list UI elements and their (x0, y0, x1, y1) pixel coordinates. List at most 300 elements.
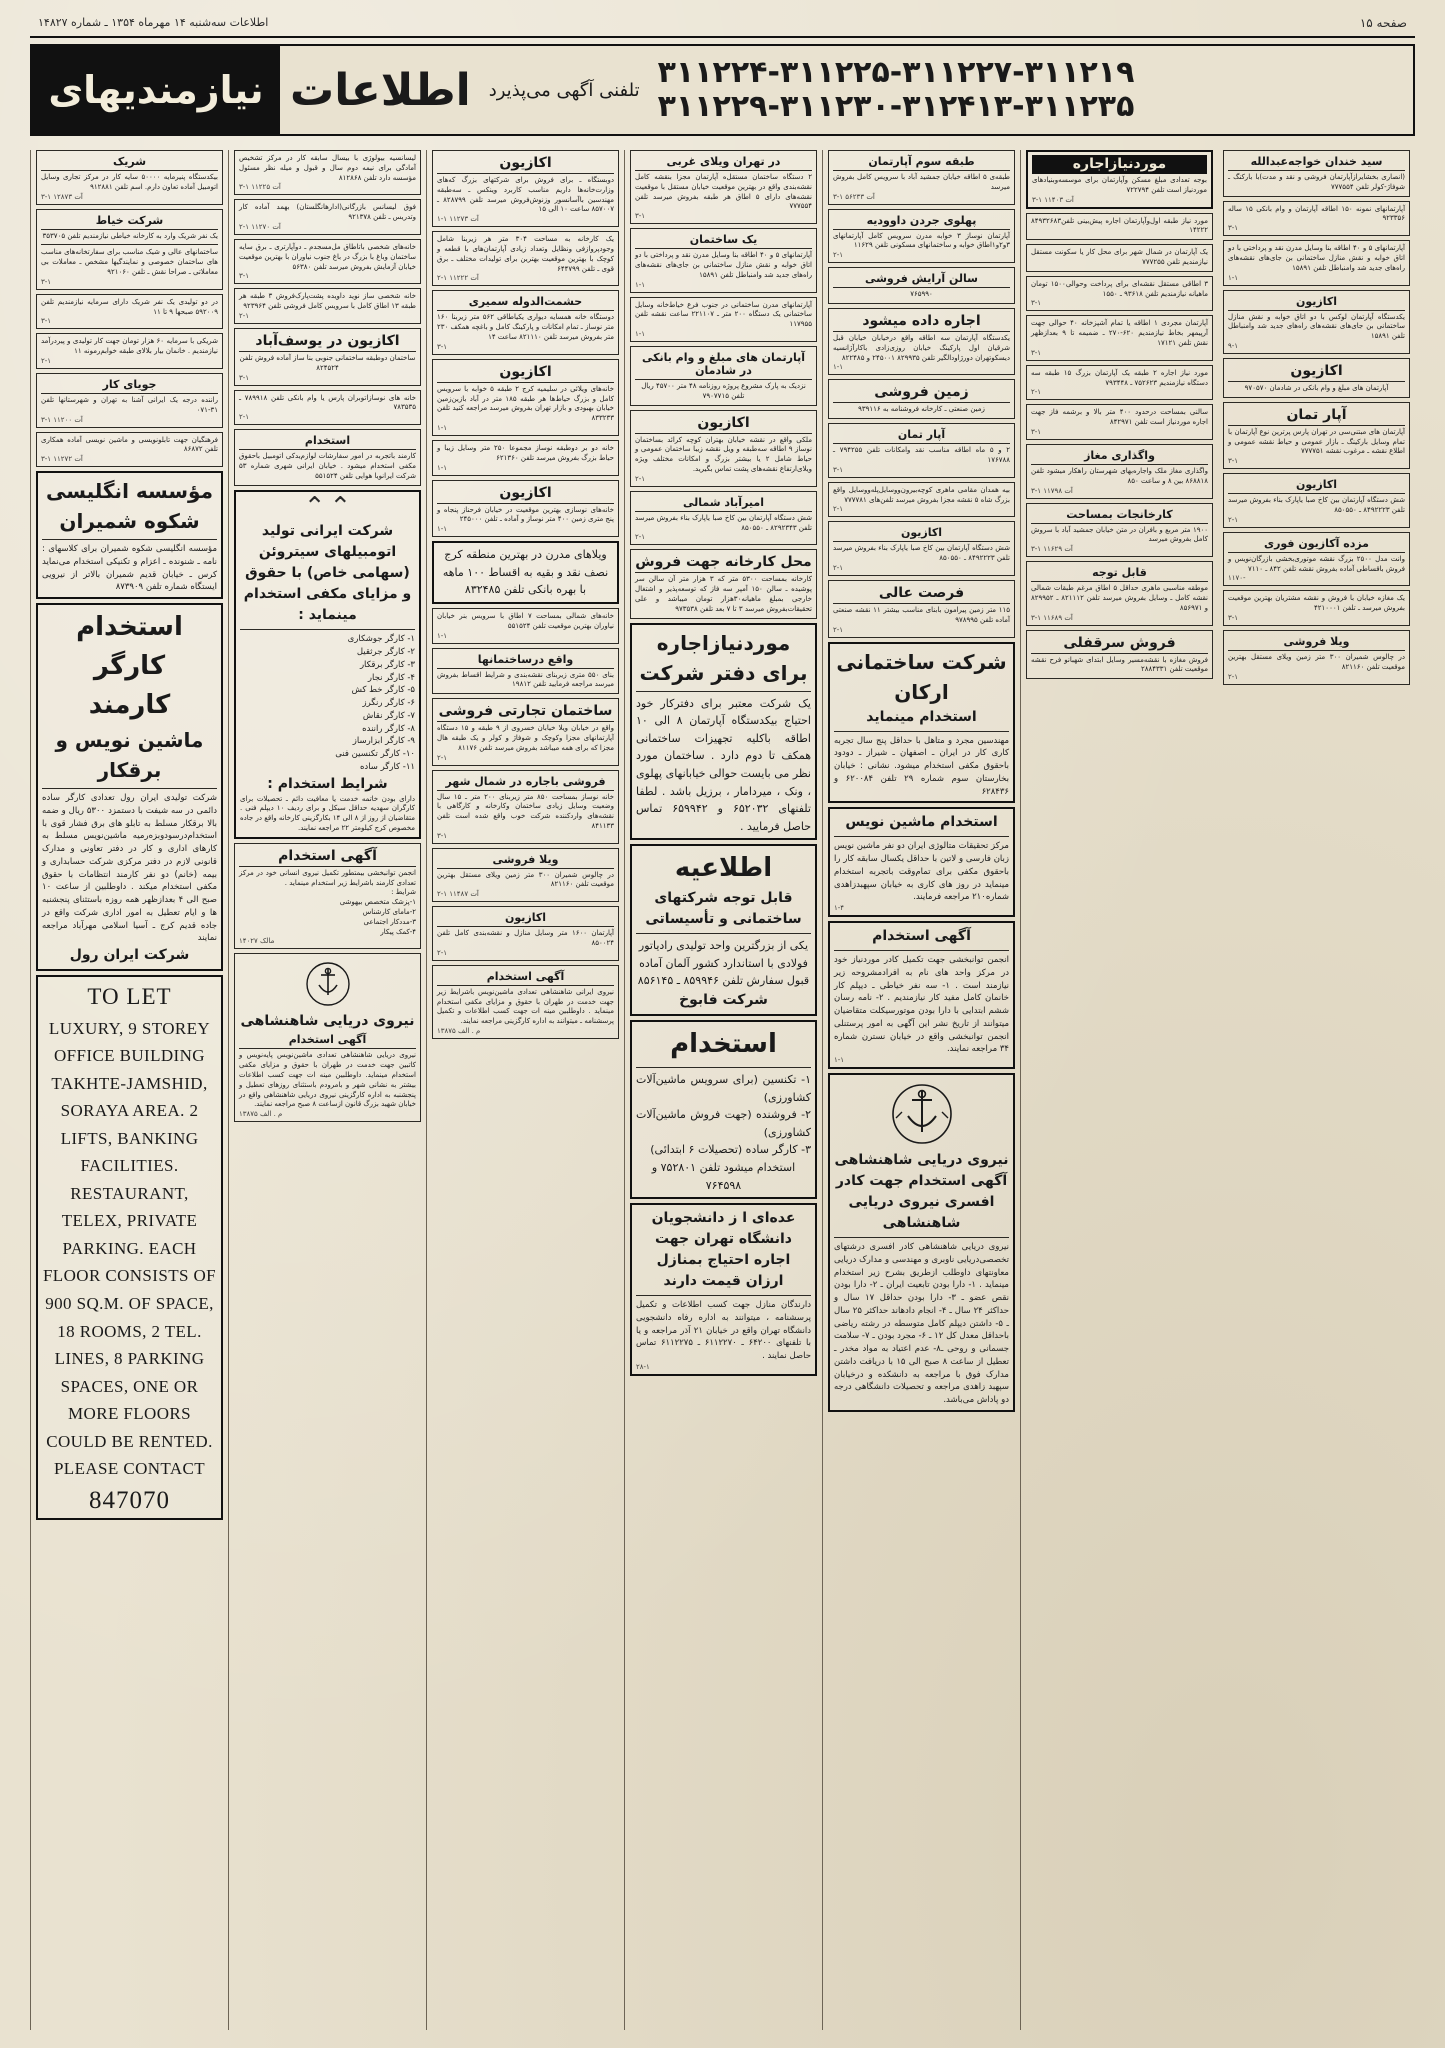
ad-body: کارخانه بمساحت ۵۳۰۰ متر که ۳ هزار متر آن سالن سر پوشیده ـ سالن ۱۵۰ آمپر سه فاز که توسعه‌پذیر و اشتغال خارجی بمبلغ ماهیانه۳۰هزار تومان میباشد و علی تحقیقات‌بفروش میرسد ۳ تا ۷ بعد تلفن ۹۷۳۵۳۸ (635, 575, 813, 613)
ad-new-houses-tehranpars (234, 390, 421, 426)
newspaper-title: اطلاعات (290, 64, 471, 116)
ad-title: شرکت ایرانی تولید اتومبیلهای سیتروئن (سهامی خاص) با حقوق و مزایای مکفی استخدام مینماید : (243, 523, 412, 624)
ad-partner-tailoring (36, 209, 223, 290)
ad-ref: ۲-۱ (635, 533, 646, 542)
ad-title: فروش سرقفلی (1031, 634, 1208, 654)
ad-title: قابل توجه (1031, 565, 1208, 582)
list-item: ۶- کارگر رنگرز (362, 698, 415, 709)
ad-subtitle: قابل توجه شرکتهای ساختمانی و تأسیساتی (645, 890, 802, 928)
list-item: ۱- تکنسین (برای سرویس ماشین‌آلات کشاورزی) (636, 1073, 811, 1104)
ad-first-floor-needed (1026, 213, 1213, 241)
ad-navy-officer-recruitment (828, 1073, 1015, 1412)
ad-body: یک شرکت معتبر برای دفترکار خود احتیاج بیکدستگاه آپارتمان ۸ الی ۱۰ اطاقه باکلیه تجهیزات ساختمانی همکف تا دوم دارد . ساختمان مورد نظر می بایست حوالی خیابانهای پهلوی ، ونک ، میردامار ، برزیل باشد . لطفا تلفنهای ۶۵۲۰۳۲ و ۶۵۹۹۴۲ تماس حاصل فرمایید . (636, 696, 811, 833)
ad-one-building (630, 228, 817, 292)
list-item: ۷- کارگر نقاش (362, 710, 415, 721)
ad-body: در چالوس شمیران ۳۰۰ متر زمین ویلای مستقل بهترین موقعیت تلفن ۸۲۱۱۶۰ (437, 870, 615, 889)
rule-top (30, 36, 1415, 38)
ad-body: خانه‌های شخصی باتاطاق مل‌مسجدم ـ دوآپارتری ـ برق سایه ساختمان وباغ با بزرگ در باغ جنوب نیاوران با بهترین موقعیت خیابان آزمایش بفروش میرسد تلفن ۵۶۳۸۰ (239, 242, 416, 271)
list-item: ۲-مامای کارشناس (362, 907, 416, 916)
ad-body-secondary: ساختمانهای عالی و شیک مناسب برای سفارتخانه‌های مناسب های ساختمان خصوصی و نمایندگیها مشخص ـ معاملات بی معاملاتی ـ صراحا نقش ـ تلفن ۹۲۱۰۶۰ (41, 248, 218, 276)
ad-body: دوبستگاه ـ برای فروش برای شرکتهای بزرگ که‌های وزارت‌خانه‌ها داریم مناسب کاربرد وینکس ـ سه‌طبقه مهندسین با‌آسانسور وزنوش‌فروش میرسد تلفن ۸۲۸۷۹۹ ـ ۸۵۷۰۰۷ ساعت ۱۰ الی ۱۵ (437, 176, 614, 214)
ad-partner-machinery (36, 150, 223, 205)
ad-job-list (240, 633, 415, 773)
ad-ref: ۳-۱ آت ۱۱۲۷۲ (41, 455, 83, 464)
ad-okazion-shadman (1223, 358, 1410, 398)
ad-body: (انصاری بخشایرازآپارتمان فروشی و نقد و مدت)با بارکنگ ـ شوفاژ-کولر تلفن ۷۷۷۵۵۴ (1228, 173, 1405, 191)
ad-title: واقع درساختمانها (437, 652, 614, 669)
ad-goodwill-sale (1026, 630, 1213, 680)
ad-ref: ۳-۱ (41, 277, 52, 286)
ad-footer: شرکت ایران رول (69, 947, 190, 964)
ad-body: شش دستگاه آپارتمان بین کاخ صبا یاپارک بناء بفروش میرسد تلفن ۸۴۹۲۲۲۳ ـ ۸۵۰۵۵۰ (1228, 496, 1405, 514)
ad-factory-area (1026, 503, 1213, 558)
ad-okazion-6-units (828, 521, 1015, 576)
ad-citroen-recruitment (234, 490, 421, 839)
ad-title: سالن آرایش فروشی (833, 271, 1010, 288)
list-item: ۲- فروشنده (جهت فروش ماشین‌آلات کشاورزی) (636, 1108, 811, 1139)
ad-conditions-title: شرایط استخدام : (267, 775, 388, 792)
ad-ref: ۱-۱ (437, 525, 448, 534)
ad-commercial-building (432, 698, 619, 765)
ad-body: آپارتمانهای ۵ و ۴۰ اطاقه بنا وسایل مدرن نقد و پرداختی با دو اتاق خوابه و نقش منازل ساختمانی بن جای‌های نقشه‌های راه‌های جدید شد وامنباطل تلفن ۱۵۸۹۱ (1228, 244, 1405, 272)
ad-ref: ۱-۴ (834, 904, 845, 913)
list-item: ۵- کارگر خط کش (351, 685, 415, 696)
ad-body: آپارتمانهای ۵ و ۴۰ اطاقه بنا وسایل مدرن نقد و پرداختی با دو اتاق خوابه و نقش منازل ساختمانی بن جای‌های نقشه‌های راه‌های جدید شد وامنباطل تلفن ۱۵۸۹۱ (635, 251, 812, 279)
list-item: ۴-کمک پیکار (380, 927, 416, 936)
ad-ref: ۳-۱ آت ۱۱۲۰۰ (41, 415, 83, 424)
ad-north-apartment-needed (1026, 244, 1213, 272)
ad-ref: ۳-۱ (1228, 224, 1239, 233)
ad-title: مزده آکازیون فوری (1228, 536, 1405, 553)
column-1 (30, 150, 228, 2030)
ad-ref: ۲-۱ آت ۱۱۲۲۲ (437, 274, 479, 283)
divider (41, 244, 218, 245)
ad-body: واگذاری مغاز ملک واجاره‌بهای شهرستان راهکار میشود تلفن ۸۶۸۸۱۸ بین ۸ و ساعت ۸۵۰ (1031, 466, 1208, 485)
ad-ref: ۲-۱ (41, 356, 52, 365)
ad-ref: ۲-۱ (833, 505, 844, 514)
ad-title: استخدام ماشین نویس (845, 814, 998, 831)
ad-title: اکازیون (1228, 477, 1405, 494)
ad-body: مورد نیاز طبقه اول‌وآپارتمان اجاره پیش‌بینی تلفن۸۴۹۳۲۶۸۳ ۱۴۲۲۲ (1031, 216, 1208, 235)
ad-ref: ۲-۱ (635, 474, 646, 483)
column-3 (426, 150, 624, 2030)
ad-body: یکی از بزرگترین واحد تولیدی رادیاتور فولادی با استاندارد کشور آلمان آماده قبول سفارش تلفن ۸۵۹۹۴۶ ـ ۸۵۶۱۴۵ (637, 939, 810, 988)
divider (636, 691, 811, 692)
ad-modern-villas-karaj (432, 541, 619, 604)
ad-body: واقع در خیابان ویلا خیابان خسروی از ۹ طبقه و ۱۵ دستگاه آپارتمانهای مجزا وکوچک و شوفاژ و کولر و یک طبقه هال مجزا که برای همه میباشد بفروش میرسد تلفن ۸۱۱۷۶ (437, 724, 614, 752)
ad-land-for-sale (828, 379, 1015, 419)
ad-ref: ۱-۱ آت ۱۱۲۷۳ (437, 215, 479, 224)
ad-title: کارخانجات بمساحت (1031, 507, 1208, 524)
divider (834, 836, 1009, 837)
ad-partner-production (36, 333, 223, 369)
section-title: موردنیازاجاره (1032, 155, 1207, 174)
ad-body: لیسانسیه بیولوژی با بیسال سابقه کار در مرکز تشخیص آمادگی برای نیمه دوم سال و قبول و میله نظر مسئول مؤسسه دارد تلفن ۸۱۲۸۶۸ (239, 154, 416, 182)
ad-title: زمین فروشی (833, 383, 1010, 403)
ad-body: خانه‌های نوسازی بهترین موقعیت در خیابان فرحناز پنجاه و پنج متری زمین ۴۰۰ متر نوساز و آماده ـ تلفن ۲۴۵۰۰۰ (437, 505, 614, 524)
ad-biologist (234, 150, 421, 195)
ad-body: فرهنگیان جهت تابلونویسی و ماشین نویسی آماده همکاری تلفن ۸۶۸۷۲ (41, 435, 218, 454)
navy-subtitle: آگهی استخدام جهت کادر افسری نیروی دریایی شاهنشاهی (835, 1173, 1008, 1232)
ad-partner-capital (36, 294, 223, 330)
ad-okazion-offices (432, 150, 619, 227)
ad-ref: ۳-۱ آت ۱۱۶۸۹ (1031, 613, 1073, 622)
ad-ref: مالک ۱۴۰۲۷ (239, 937, 275, 946)
ad-north-city-rent (432, 770, 619, 844)
ad-title: اجاره داده میشود (833, 312, 1010, 332)
issue-info: اطلاعات سه‌شنبه ۱۴ مهرماه ۱۳۵۴ ـ شماره ۱۴۸۲۷ (38, 16, 269, 29)
ad-body: شش دستگاه آپارتمان بین کاخ صبا یاپارک بناء بفروش میرسد تلفن ۸۴۹۲۲۲۳ ـ ۸۵۰۵۵۰ (833, 544, 1010, 563)
ad-employment-parts-clerk (234, 429, 421, 485)
ad-title: اکازیون (635, 414, 812, 434)
ad-modern-apartments (630, 297, 817, 342)
ad-body: در دو تولیدی یک نفر شریک دارای سرمایه نیازمندیم تلفن ۵۹۲۰۰۹ صبحها ۹ تا ۱۱ (41, 297, 218, 316)
ad-body: یک آپارتمان در شمال شهر برای محل کار یا سکونت مستقل نیازمندیم تلفن ۷۷۷۲۵۵ (1031, 248, 1208, 266)
ad-body: مرکز تحقیقات متالوژی ایران دو نفر ماشین نویس زبان فارسی و لاتین با حداقل یکسال سابقه کار را باحقوق مکفی برای تمام‌وقت باتجربه استخدام مینماید در روز های کاری به خیابان سپهبدزاهدی شماره۲۱۰ مراجعه فرمایند. (834, 841, 1009, 903)
ad-body: موطقه مناسبی ماهری حداقل ۵ اطاق مرغم طبقات شمالی نقشه کامل ـ وسایل بفروش میرسد تلفن ۸۲۱۱۱۲ ـ ۸۲۹۹۵۲ و ۸۵۶۹۷۱ (1031, 584, 1208, 612)
navy-emblem-icon (239, 957, 416, 1011)
ad-body: طبقه‌ی ۵ اطاقه خیابان جمشید آباد با سرویس کامل بفروش میرسد (833, 173, 1010, 191)
ad-body: یک نفر شریک وارد به کارخانه خیاطی نیازمندیم تلفن ۳۵۳۷۰۵ (42, 231, 218, 240)
ad-ref: ۲-۱ (239, 311, 250, 320)
ad-footer: شرکت فابوخ (679, 992, 768, 1009)
ad-body: ۲ و ۵ ماه اطاقه مناسب نقد وامکانات تلفن ۷۹۴۲۵۵ ـ ۱۷۶۷۸۸ (833, 446, 1010, 464)
ad-ref: ۱-۱ (1228, 273, 1239, 282)
masthead-subtitle: تلفنی آگهی می‌پذیرد (488, 79, 640, 101)
ad-okazion-apartment (432, 906, 619, 961)
classified-columns (30, 150, 1415, 2030)
ad-body: ۳ اطاقی مستقل نقشه‌ای برای پرداخت وحوالی‌۱۵۰۰ تومان ماهیانه نیازمندیم تلفن ۹۳۶۱۸ ـ ۱۵۵۰ (1031, 279, 1208, 298)
ad-okazion-behtaran (630, 410, 817, 487)
ad-body: ساختمان دوطبقه ساختمانی جنوبی بنا ساز آماده فروش تلفن ۸۲۴۵۲۴ (239, 353, 416, 372)
ad-ref: ۲-۱ (833, 563, 844, 572)
ad-body: آپارتمان مجردی ۱ اطاقه یا تمام آشپزخانه ۴۰ حوالی جهت آرپیمهر بخاط نیازمندیم ۶۲۰-۲۷۰ ـ ضمیمه تا ۹ بعدازظهر نقش تلفن ۱۷۱۲۱ (1031, 319, 1208, 347)
ad-title: شریک (41, 154, 218, 171)
ad-title: استخدام (239, 433, 416, 450)
ad-body: شریکی با سرمایه ۶۰ هزار تومان جهت کار تولیدی و پیردرآمد نیازمندیم . خانمان بیار بلالای طبقه خوابم‌رمونه ۱۱ (41, 337, 218, 356)
ad-notice-radiator (630, 844, 817, 1016)
ad-typist-recruitment (828, 807, 1015, 917)
ad-ref: ۳-۱ (1031, 427, 1042, 436)
ad-iran-roll-recruitment (36, 603, 223, 971)
ad-attention-notice (1026, 561, 1213, 625)
ad-ref: ۳-۱ (635, 212, 646, 221)
ad-body: وانت‌ مدل ۲۵۰۰ بزرگ نقشه موتوری‌بخشی بازرگان‌نویس و فروش باقساطی آماده بفروش نقشه تلفن ۸۴۲ ـ ۷۱۱۰ (1228, 554, 1405, 573)
ad-body: یک مغازه خیابان با فروش و نقشه مشتریان بهترین موقعیت بفروش میرسد ـ تلفن ۴۲۱۰۰۰۱ (1228, 594, 1405, 613)
ad-navy-recruitment-3 (432, 965, 619, 1039)
ad-ref: ۳-۱ (833, 465, 844, 474)
ad-ref: ۲-۱ (1228, 672, 1239, 681)
ad-body: خانه نوساز بمساحت ۸۵۰ متر زیربنای ۲۰۰ متر ـ ۱۵ سال وضعیت وسایل زیادی ساختمان وکارخانه و کارگاهی با نقشه‌های واردکننده شرکت خوب واقع شده است تلفن ۸۴۱۱۳۳ (437, 792, 615, 830)
divider (636, 1295, 811, 1296)
ad-title-line2: کارمند (88, 690, 171, 721)
ad-title: آپار تمان (833, 427, 1010, 444)
ad-ref: ۳-۱ (437, 831, 448, 840)
ad-body: یکدستگاه آپارتمان سه اطاقه واقع درخیابان خیابان قبل شرقیان اول پارکینگ خیابان روزی‌زادی باکارآژانسیه دیسکوتهران دورژاودالگیر تلفن ۸۲۹۹۳۵ ۲۴۵۰۰۱ و ۸۲۲۴۸۵ (833, 333, 1010, 362)
ad-okazion-yousefabad (234, 328, 421, 386)
ad-body: ۱۹۰۰ متر مربع و بافران در متن خیابان جمشید آباد با سروش کامل بفروش میرسد (1031, 525, 1208, 544)
ad-body: آپارتمان های مبلغ و وام بانکی در شادمان ۹۷۰۵۷۰ (1244, 383, 1389, 392)
ad-body: نیروی ایرانی شاهنشاهی تعدادی ماشین‌نویس باشرایط زیر جهت خدمت در طهران با حقوق و مزایای مکفی استخدام مینماید . داوطلبین مینه ات جهت کسب اطلاعات و تکمیل پرسشنامه ـ میتوانند به اداره کارگزینی مراجعه نمایند. (437, 987, 614, 1026)
ad-title: پهلوی جردن داوودیه (833, 213, 1010, 230)
navy-label: نیروی دریایی شاهنشاهی (240, 1013, 415, 1030)
ad-body: خانه دو بر دوطبقه نوساز مجموعا ۲۵۰ متر وسایل زیبا و حیاط بزرگ بفروش میرسد تلفن ۶۲۱۳۶۰ (437, 443, 614, 462)
ad-pahlavi-jordan (828, 209, 1015, 264)
ad-title: اکازیون (1228, 294, 1405, 311)
ad-title: آگهی استخدام (872, 928, 971, 945)
ad-body: مهندسین مجرد و متاهل با حداقل پنج سال تجربه کاری کار در ایران ـ اصفهان ـ شیراز ـ دودود باحقوق مکفی استخدام میشود. نشانی : خیابان بخارستان سوم شماره ۲۹ تلفن ۶۲۰۰۸۴ و ۶۲۸۴۳۶ (834, 735, 1009, 797)
list-item: ۹- کارگر ابزارساز (352, 736, 415, 747)
ad-ref: ۱-۱ (833, 363, 844, 372)
ad-title: امیرآباد شمالی (635, 495, 812, 512)
ad-body: نزدیک به پارک مشروع پروژه روزنامه ۴۸ متر ۴۵۷۰۰ ریال تلفن ۷۹۰۷۷۱۵ (641, 381, 806, 400)
ad-villa-sale-chalus (1223, 630, 1410, 685)
ad-apartments-modern (1223, 240, 1410, 285)
ad-title: یک ساختمان (635, 232, 812, 249)
ad-body: آپارتمان ۱۶۰۰ متر وسایل منازل و نقشه‌بندی کامل تلفن ۸۵۰۰۲۴ (437, 929, 614, 948)
ad-hamedan-property (828, 482, 1015, 518)
brand-label: نیازمندیهای (32, 46, 280, 134)
list-item: ۳- کارگر برقکار (359, 659, 415, 670)
ad-body: زمین صنعتی ـ کارخانه فروشنامه به ۹۳۹۱۱۶ (858, 405, 985, 414)
ad-ref: ۱-۱ (635, 329, 646, 338)
ad-body: یکدستگاه آپارتمان لوکس با دو اتاق خوابه و نقش منازل ساختمانی بن جای‌های نقشه‌های راه‌های جدید شد وامنباطل تلفن ۱۵۸۹۱ (1228, 312, 1405, 341)
ad-body: ویلاهای مدرن در بهترین منطقه کرج نصف نقد و بقیه به اقساط ۱۰۰ ماهه با بهره بانکی تلفن ۸۳۲۴۸۵ (442, 548, 609, 597)
ad-apartment-5 (828, 423, 1015, 478)
ad-body: شرکت تولیدی ایران رول تعدادی کارگر ساده دائمی در سه شیفت با دستمزد ۵۳۰۰ ریال و ضمه بالا برقکار مسلط به تابلو های برق فشار قوی با استخدام‌درسودوبزه‌رمیه ماشین‌نویس مسلط به کارهای اداری و کار در دفتر تعاونی و مدارک قانونی لازم در دفتر مرکزی شرکت حسابداری و بیمه (خانم) دو نفر کارمند انتظامات با حقوق مکفی استخدام میکند . داوطلبین از ساعت ۱۰ صبح الی ۴ بعدازظهر همه روزه باستثنای پنجشنبه ها و ایام تعطیل به امور اداری شرکت واقع در جاده قدیم کرج ـ آسیا اسلامی مهرآباد مراجعه نمایند (42, 793, 217, 944)
ad-title: اکازیون (1228, 362, 1405, 382)
ad-title: اکازیون (437, 154, 614, 174)
ad-seyed-khandan (1223, 150, 1410, 197)
ad-ref: ۳-۱ (1228, 613, 1239, 622)
ad-villa-chalus (432, 848, 619, 903)
ad-north-house (432, 608, 619, 644)
ad-ref: ۳-۱ (437, 342, 448, 351)
ad-body: بوجه تعدادی مبلغ مسکن وآپارتمان برای موسسه‌وبنیادهای موردنیاز است تلفن ۷۲۲۷۹۴ (1032, 176, 1207, 194)
list-item: ۳- کارگر ساده (تحصیلات ۶ ابتدائی) (650, 1143, 811, 1157)
ad-title: مؤسسه انگلیسی شکوه شمیران (46, 479, 213, 534)
ad-ref: ۲-۱ (239, 413, 250, 422)
ad-body: نیروی دریایی شاهنشاهی تعدادی ماشین‌نویس پایه‌نویس و کاتبین جهت خدمت در طهران با حقوق و مزایای مکفی استخدام مینماید. داوطلبین مینه ات جهت کسب اطلاعات بیشتر به نشانی شهر و بامرودم باستثنای روزهای تعطیل و پنجشنبه به اداره کارگزینی نیروی دریایی شاهنشاهی واقع در خیابان شهید بزرگ قانون ازساعت ۸ صبح مراجعه نمایند. (239, 1051, 416, 1109)
ad-ref: ۱-۱ (437, 463, 448, 472)
ad-title: استخدام (670, 1029, 777, 1060)
ad-apartment-tehranpars (1223, 402, 1410, 469)
ad-body: آپارتمان های مبتنی‌سی در تهران پارس پرترین نوع آپارتمان با تمام وسایل بارکینگ ـ بازار عمومی و حیاط نقشه عمومی و اطلاع نقشه ـ مرغوب نقشه ۷۷۷۷۵۱ (1228, 427, 1405, 456)
ad-title: فرصت عالی (833, 584, 1010, 604)
ad-title: اکازیون (833, 525, 1010, 542)
ad-title: ساختمان تجارتی فروشی (437, 702, 614, 722)
ad-mazda-okazion (1223, 532, 1410, 587)
ad-body: خانه های نوسازاتوبران پارس یا وام بانکی تلفن ۷۸۹۹۱۸ ـ ۷۸۳۵۳۵ (239, 393, 416, 412)
navy-emblem-icon (834, 1078, 1009, 1150)
divider (834, 731, 1009, 732)
chevron-up-icon: ⌃ ⌃ (303, 491, 352, 522)
ad-title: اکازیون (437, 910, 614, 927)
ad-to-let-english (36, 975, 223, 1520)
ad-title: عده‌ای ا ز دانشجویان دانشگاه تهران جهت اجاره احتیاج بمنازل ارزان قیمت دارند (651, 1210, 796, 1290)
ad-title: موردنیازاجاره برای دفتر شرکت (639, 630, 808, 685)
ad-body: انجمن توانبخشی بیمتطور تکمیل نیروی انسانی خود در مرکز تعدادی کارمند باشرایط زیر استخدام مینماید . (239, 868, 416, 887)
ad-body: بیه همدان مقامی ماهری کوچه‌بیرون‌ووسایل‌پله‌ووسایل واقع بزرگ شاه ۵ نقشه مجزا بفروش میرسد تلفن‌های ۷۷۷۷۸۱ (833, 485, 1010, 504)
ad-ref: ۹-۱ (1228, 341, 1239, 350)
ad-body: سالنی بمساحت درحدود ۴۰۰ متر بالا و برشمه فاز جهت اجاره موردنیاز است تلفن ۸۴۲۹۷۱ (1031, 408, 1208, 427)
ad-body: فروش مغازه با نقشه‌مسیر وسایل ابتدای شهبانو فرح نقشه موقعیت تلفن ۲۸۸۴۳۳۱ (1031, 655, 1208, 674)
page-number: صفحه ۱۵ (1359, 16, 1407, 30)
column-6 (1020, 150, 1218, 2030)
ad-ref: ۳-۱ (1031, 299, 1042, 308)
list-item: ۲- کارگر جرثقیل (356, 647, 415, 658)
ad-title: آگهی استخدام (437, 969, 614, 986)
ad-title: شرکت ساختمانی ارکان (836, 649, 1007, 704)
ad-ref: ۲-۱ (1031, 388, 1042, 397)
ad-building-installments (432, 648, 619, 695)
ad-west-villa-tehran (630, 150, 817, 224)
ad-body: دارندگان منازل جهت کسب اطلاعات و تکمیل پرسشنامه ، میتوانند به اداره رفاه دانشجویی دانشگاه تهران واقع در خیابان ۲۱ آذر مراجعه و یا با تلفنهای ۶۴۲۰۰ ـ ۶۱۱۲۲۷۰ ـ ۶۱۱۲۲۷۵ تماس حاصل نمایند . (636, 1300, 811, 1362)
ad-ref: ۲۸-۱ (636, 1362, 650, 1371)
ad-title-line1: استخدام کارگر (76, 612, 183, 682)
ad-title: اکازیون (437, 363, 614, 383)
ad-okazion-villas-karaj (432, 359, 619, 436)
ad-okazion-kakh-saba (1223, 473, 1410, 528)
ad-factory-location-sale (630, 549, 817, 618)
ad-two-floor-rent-needed (1026, 365, 1213, 401)
ad-ref: ۳-۱ (41, 317, 52, 326)
ad-body: مؤسسه انگلیسی شکوه شمیران برای کلاسهای : نامه ـ شنونده ـ اعزام و تکنیکی استخدام می‌نماید کرس ـ خیابان قدیم شمیران بالاتر از نیرویی ایستگاه شماره تلفن ۸۷۳۹۰۹ (42, 544, 217, 593)
ad-title: فروشی باجاره در شمال شهر (437, 774, 614, 791)
ad-apartments-loan-shadman (630, 346, 817, 406)
ad-job-seeker-typist (36, 432, 223, 468)
ad-title: ویلا فروشی (1228, 634, 1405, 651)
list-item: ۴- کارگر نجار (367, 672, 415, 683)
divider (42, 788, 217, 789)
ad-title: اکازیون در یوسف‌آباد (239, 332, 416, 352)
ad-body: استخدام میشود تلفن ۷۵۲۸۰۱ و ۷۶۴۵۹۸ (651, 1161, 796, 1192)
ad-body: راننده درجه یک ایرانی آشنا به تهران و شهرستانها تلفن ۳۱-۰۷۱ (41, 395, 218, 414)
ad-rehab-association-jobs (828, 921, 1015, 1069)
ad-title: واگذاری مغاز (1031, 448, 1208, 465)
ad-title: اطلاعیه (674, 853, 773, 884)
ad-body: ۲ دستگاه ساختمان مستقل‌ه آپارتمان مجزا بنقشه کامل نقشه‌بندی واقع در بهترین موقعیت خیابان مستقل با موقعیت نقشه‌های دارای ۵ اطاق هر طبقه بفروش میرسد تلفن ۷۷۷۵۵۴ (635, 173, 813, 211)
ad-ref: ۲-۱ آت ۱۱۲۷۰ (239, 222, 281, 231)
ad-navy-recruitment-2 (234, 953, 421, 1122)
ad-ref: ۲-۱ (833, 625, 844, 634)
ad-ref: ۳-۱ آت ۵۶۲۳۳ (833, 192, 875, 201)
ad-body: خانه‌های شمالی بمساحت ۷ اطاق با سرویس بنر خیابان نیاوران بهترین موقعیت تلفن ۵۵۱۵۲۴ (437, 611, 614, 630)
ad-job-seekers (36, 373, 223, 428)
ad-salon-for-sale (828, 267, 1015, 304)
ad-body-english: LUXURY, 9 STOREY OFFICE BUILDING TAKHTE-JAMSHID, SORAYA AREA. 2 LIFTS, BANKING FACILITIES. RESTAURANT, TELEX, PRIVATE PARKING. EACH FLOOR CONSISTS OF 900 SQ.M. OF SPACE, 18 ROOMS, 2 TEL. LINES, 8 PARKING SPACES, ONE OR MORE FLOORS COULD BE RENTED. PLEASE CONTACT (42, 1018, 217, 1479)
ad-ref: ۱-۱ (834, 1056, 845, 1065)
ad-ref: ۱۱۷۰- (1228, 574, 1246, 583)
ad-private-house (234, 239, 421, 284)
ad-ref: ۳-۱ آت ۱۲۸۷۳ (41, 192, 83, 201)
ad-shop-sale (1223, 590, 1410, 626)
ad-title: آگهی استخدام (239, 1032, 416, 1049)
phone-line-2: ۳۱۱۲۲۹-۳۱۱۲۳۰-۳۱۲۴۱۳-۳۱۱۲۳۵ (657, 89, 1135, 124)
divider (240, 629, 415, 630)
ad-title: ویلا فروشی (437, 852, 614, 869)
ad-ref: ۱-۱ (437, 631, 448, 640)
ad-title: سید خندان خواجه‌عبدالله (1228, 154, 1405, 171)
ad-conditions-body: دارای بودن خاتمه خدمت یا معافیت دائم ـ تحصیلات برای کارگران سهدیه حداقل سیکل و برای ردیف ۱۰ دیپلم فنی . متقاضیان از روز از ۸ الی ۱۴ بکارگزینی کارخانه واقع در جاده مخصوص کرج کیلومتر ۲۲ مراجعه نمایند. (240, 794, 415, 832)
ad-great-opportunity (828, 580, 1015, 638)
divider (834, 950, 1009, 951)
ad-ref: ۳-۱ (239, 272, 250, 281)
list-item: ۸- کارگر راننده (362, 723, 415, 734)
ad-title: آپارتمان های مبلغ و وام بانکی در شادمان (635, 350, 812, 380)
ad-ref: ۳-۱ آت ۱۱۶۲۹ (1031, 545, 1073, 554)
ad-body: ۷۶۵۹۹۰ (910, 290, 933, 299)
divider (42, 539, 217, 540)
phone-line-1: ۳۱۱۲۲۴-۳۱۱۲۲۵-۳۱۱۲۲۷-۳۱۱۲۱۹ (657, 55, 1135, 91)
ad-arkan-construction (828, 642, 1015, 804)
divider (834, 1237, 1009, 1238)
ad-english-institute (36, 471, 223, 599)
ad-ref: م . الف ۱۳۸۷۵ (239, 1110, 283, 1119)
ad-job-list (239, 898, 416, 937)
ad-ref: ۱-۱ (635, 280, 646, 289)
ad-body: خانه‌های ویلائی در سلیمیه کرج ۲ طبقه ۵ خوابه با سرویس کامل و بزرگ حیاط‌ها هر طبقه ۱۸۵ متر در آباد بازین‌زمین خیابان بهبودی و بازار تهران بفروش میرسد مراجعه کنید تلفن ۸۳۳۲۳۳ (437, 384, 614, 423)
ad-shop-transfer (1026, 444, 1213, 499)
ad-employment-technician (630, 1020, 817, 1199)
ad-title-english: TO LET (87, 984, 172, 1010)
list-item: ۱۰- کارگر تکنسین فنی (335, 749, 415, 760)
ad-title: جویای کار (41, 377, 218, 394)
ad-house-davudiyeh (234, 288, 421, 324)
ad-body: ۱۱۵ متر زمین پیرامون بابنای مناسب بیشتر ۱۱ نقشه صنعتی آماده تلفن ۹۷۸۹۹۵ (833, 605, 1010, 624)
ad-two-storey-house (432, 440, 619, 476)
ad-phone-english: 847070 (89, 1486, 170, 1514)
ad-ref: ۳-۱ (1031, 348, 1042, 357)
ad-title: حشمت‌الدوله سمیری (437, 294, 614, 311)
ad-body: آپارتمانهای نمونه ۱۵۰ اطاقه آپارتمان و وام بانکی ۱۵ ساله ۹۲۳۳۵۶ (1228, 204, 1406, 223)
ad-rehab-recruitment (234, 843, 421, 950)
ad-okazion-luxury-apartment (1223, 290, 1410, 354)
ad-bachelor-apartment-needed (1026, 315, 1213, 360)
list-item: ۳-مددکار اجتماعی (363, 917, 416, 926)
divider (636, 933, 811, 934)
ad-ref: ۲-۱ (1228, 515, 1239, 524)
ad-title: محل کارخانه جهت فروش (635, 553, 812, 573)
ad-okazion-farahnaz (432, 480, 619, 538)
ad-ref: ۳-۱ آت ۱۱۴۰۳ (1032, 195, 1074, 204)
ad-body: در چالوس شمیران ۳۰۰ متر زمین ویلای مستقل بهترین موقعیت تلفن ۸۲۱۱۶۰ (1228, 652, 1406, 671)
navy-title: نیروی دریایی شاهنشاهی (834, 1152, 1009, 1169)
masthead-line (0, 16, 1445, 30)
ad-title-line3: ماشین نویس و برقکار (55, 728, 204, 783)
column-4 (624, 150, 822, 2030)
ad-body: خانه شخصی ساز نوید داویده پشت‌پارک‌فروش ۳ طبقه هر طبقه ۱۳ اطاق کامل با سرویس کامل فروشی تلفن ۹۲۳۹۶۴ (239, 292, 417, 311)
ad-title: اکازیون (437, 484, 614, 504)
column-7 (1218, 150, 1415, 2030)
masthead-title-bar (30, 44, 1415, 136)
ad-title: آگهی استخدام (239, 847, 416, 867)
ad-body: بنای ۵۵۰ متری زیربنای نقشه‌بندی و شرایط اقساط بفروش میرسد مراجعه فرمایید تلفن ۱۹۸۱۲ (437, 670, 614, 689)
list-item: ۱- کارگر جوشکاری (347, 634, 415, 645)
ad-body: ملکی واقع در نقشه خیابان بهتران کوچه کرائد بساختمان نوساز ۹ اطاقه سه‌طبقه و ویل نقشه زیبا ساختمان عمومی و حیاط شامل ۲ یا بیشتر بزرگ و امکانات مختلف ویژه ویلای‌ارتفاع نقشه‌های پشت تماس بگیرید. (635, 435, 812, 473)
ad-three-room-needed (1026, 276, 1213, 312)
ad-for-rent (828, 308, 1015, 375)
navy-body: نیروی دریایی شاهنشاهی کادر افسری درشتهای تخصصی‌دریایی ناوبری و مهندسی و مدارک دریایی معاونتهای داوطلب ازطریق بشرح زیر استخدام مینماید . ۱- دارا بودن تابعیت ایران ـ ۲- دارا بودن نقص عضو ـ ۳- دارا بودن حداقل ۱۷ سال و حداکثر ۲۴ سال ـ ۴- انجام دادهاند حداکثر ۲۵ سال ـ ۵- داشتن دیپلم کامل متوسطه در رشته ریاضی باحداقل معدل کل ۱۲ ـ ۶- مجرد بودن ـ ۷- سلامت جسمانی و روحی ـ۸- عدم اعتیاد به مواد مخدر ـ تعطیل از ساعت ۸ صبح الی ۱۵ با دریافت داشتن مدارک فوق با مراجعه به دانشکده و درخیابان سپهبد زاهدی مراجعه و تحصیلات دانشگاهی درجه دو پاداش می‌باشد. (834, 1242, 1010, 1406)
ad-ref: ۲-۱ (833, 251, 844, 260)
ad-body: یک کارخانه به مساحت ۳۰۴ متر هر زیربنا شامل وجودپروازفی ونظایل وتعداد زیادی آپارتمان‌های با قطعه و کوچک با بهترین موقعیت بهترین برای تولیدات مختلف ـ برق قوی ـ تلفن ۶۴۴۷۹۹ (437, 235, 614, 273)
masthead-phone-list (648, 46, 1413, 134)
ad-title: شرکت خیاط (41, 213, 218, 230)
ad-ref: ۳-۱ آت ۱۱۲۲۵ (239, 183, 281, 192)
ad-title: آپار تمان (1228, 406, 1405, 426)
ad-students-housing (630, 1203, 817, 1376)
ad-body: فوق لیسانس بازرگانی(ادارهانگلستان) بهمد آماده کار وتدریس ـ تلفن ۹۲۱۳۷۸ (239, 203, 416, 222)
